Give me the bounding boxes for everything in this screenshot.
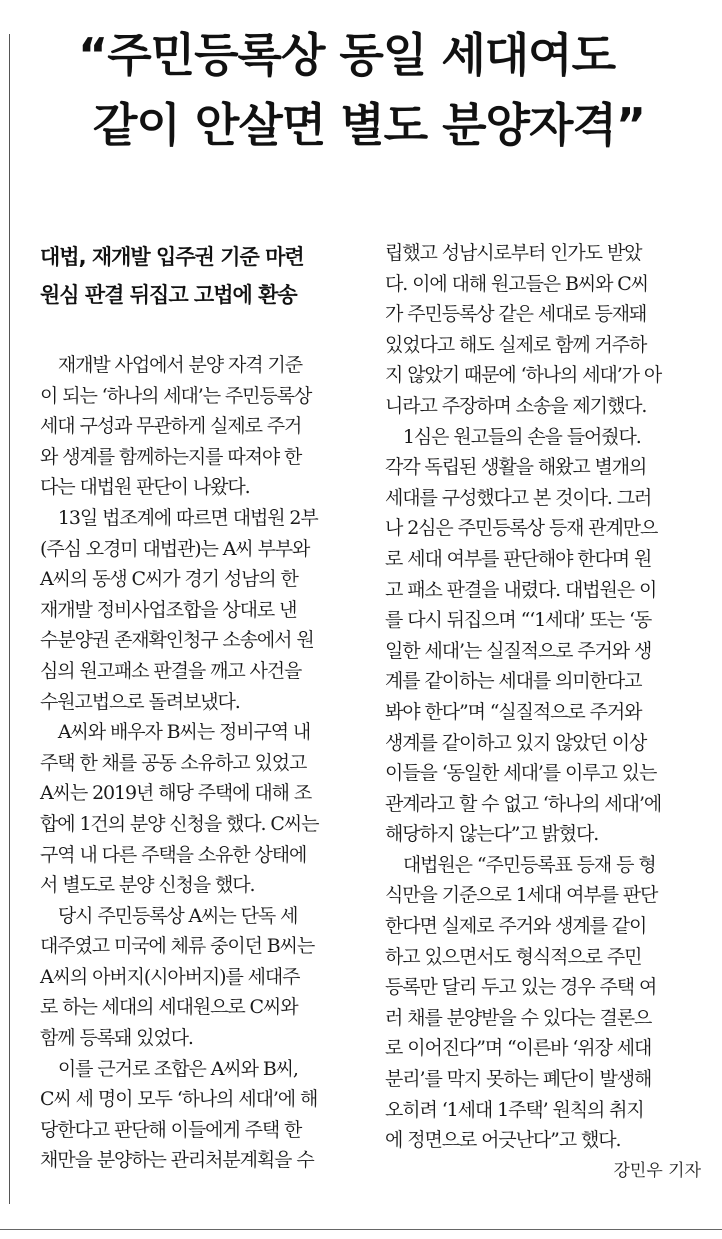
body-text-line: 해당하지 않는다”고 밝혔다.	[385, 823, 599, 846]
body-text-line: 러 채를 분양받을 수 있다는 결론으	[385, 1006, 652, 1029]
body-text-line: 계를 같이하는 세대를 의미한다고	[385, 670, 642, 693]
body-text-line: 대법원은 “주민등록표 등재 등 형	[385, 853, 656, 876]
body-text-line: A씨는 2019년 해당 주택에 대해 조	[40, 782, 312, 805]
left-body-text	[40, 350, 360, 1176]
body-text-line: 등록만 달리 두고 있는 경우 주택 여	[385, 976, 657, 999]
body-text-line: 분리’를 막지 못하는 폐단이 발생해	[385, 1068, 652, 1091]
body-text-line: 에 정면으로 어긋난다”고 했다.	[385, 1129, 621, 1152]
byline: 강민우 기자	[613, 1160, 701, 1181]
body-text-line: 다는 대법원 판단이 나왔다.	[40, 476, 250, 499]
headline-line-2: 같이 안살면 별도 분양자격”	[93, 98, 646, 152]
body-text-line: 로 세대 여부를 판단해야 한다며 원	[385, 547, 652, 570]
body-text-line: 각각 독립된 생활을 해왔고 별개의	[385, 456, 647, 479]
body-text-line: 생계를 같이하고 있지 않았던 이상	[385, 731, 647, 754]
article-left-column	[40, 238, 360, 1176]
body-text-line: 수원고법으로 돌려보냈다.	[40, 690, 240, 713]
body-text-line: 오히려 ‘1세대 1주택’ 원칙의 취지	[385, 1098, 644, 1121]
body-text-line: 봐야 한다”며 “실질적으로 주거와	[385, 700, 642, 723]
body-text-line: 재개발 사업에서 분양 자격 기준	[40, 354, 302, 376]
body-text-line: C씨 세 명이 모두 ‘하나의 세대’에 해	[40, 1088, 318, 1111]
body-text-line: 함께 등록돼 있었다.	[40, 1027, 193, 1050]
body-text-line: 13일 법조계에 따르면 대법원 2부	[40, 506, 318, 529]
body-text-line: 를 다시 뒤집으며 “‘1세대’ 또는 ‘동	[385, 609, 652, 632]
body-text-line: A씨와 배우자 B씨는 정비구역 내	[40, 721, 311, 744]
body-text-line: 가 주민등록상 같은 세대로 등재돼	[385, 303, 647, 326]
body-text-line: 세대 구성과 무관하게 실제로 주거	[40, 415, 302, 438]
body-text-line: 이들을 ‘동일한 세대’를 이루고 있는	[385, 762, 657, 785]
body-text-line: 주택 한 채를 공동 소유하고 있었고	[40, 751, 307, 774]
body-text-line: 이 되는 ‘하나의 세대’는 주민등록상	[40, 384, 312, 407]
body-text-line: 대주였고 미국에 체류 중이던 B씨는	[40, 935, 315, 958]
body-text-line: 세대를 구성했다고 본 것이다. 그러	[385, 486, 652, 509]
body-text-line: 립했고 성남시로부터 인가도 받았	[385, 242, 642, 264]
body-text-line: A씨의 동생 C씨가 경기 성남의 한	[40, 568, 298, 591]
body-text-line: 하고 있으면서도 형식적으로 주민	[385, 945, 642, 968]
headline-line-1: “주민등록상 동일 세대여도	[78, 28, 616, 82]
body-text-line: 한다면 실제로 주거와 생계를 같이	[385, 915, 647, 938]
body-text-line: 이를 근거로 조합은 A씨와 B씨,	[40, 1057, 298, 1080]
body-text-line: 관계라고 할 수 없고 ‘하나의 세대’에	[385, 792, 662, 815]
body-text-line: 있었다고 해도 실제로 함께 거주하	[385, 333, 647, 356]
bottom-rule	[0, 1229, 722, 1230]
headline	[20, 20, 720, 160]
body-text-line: 로 이어진다”며 “이른바 ‘위장 세대	[385, 1037, 652, 1060]
right-body-text	[385, 238, 707, 1156]
body-text-line: 재개발 정비사업조합을 상대로 낸	[40, 598, 297, 621]
body-text-line: 심의 원고패소 판결을 깨고 사건을	[40, 659, 302, 682]
body-text-line: 채만을 분양하는 관리처분계획을 수	[40, 1149, 314, 1172]
body-text-line: 일한 세대’는 실질적으로 주거와 생	[385, 639, 652, 662]
body-text-line: 다. 이에 대해 원고들은 B씨와 C씨	[385, 272, 648, 295]
body-text-line: 로 하는 세대의 세대원으로 C씨와	[40, 996, 298, 1019]
body-text-line: 지 않았기 때문에 ‘하나의 세대’가 아	[385, 364, 662, 387]
body-text-line: 구역 내 다른 주택을 소유한 상태에	[40, 843, 307, 866]
body-text-line: 니라고 주장하며 소송을 제기했다.	[385, 394, 647, 417]
body-text-line: (주심 오경미 대법관)는 A씨 부부와	[40, 537, 310, 560]
body-text-line: 당한다고 판단해 이들에게 주택 한	[40, 1118, 302, 1141]
body-text-line: 서 별도로 분양 신청을 했다.	[40, 874, 255, 897]
body-text-line: 합에 1건의 분양 신청을 했다. C씨는	[40, 812, 319, 835]
article-right-column	[385, 238, 707, 1186]
body-text-line: A씨의 아버지(시아버지)를 세대주	[40, 965, 300, 988]
body-text-line: 고 패소 판결을 내렸다. 대법원은 이	[385, 578, 657, 601]
body-text-line: 식만을 기준으로 1세대 여부를 판단	[385, 884, 658, 907]
subheadline-line-1: 대법, 재개발 입주권 기준 마련	[40, 245, 304, 269]
subheadline	[40, 238, 360, 314]
body-text-line: 당시 주민등록상 A씨는 단독 세	[40, 904, 298, 927]
body-text-line: 나 2심은 주민등록상 등재 관계만으	[385, 517, 658, 540]
body-text-line: 수분양권 존재확인청구 소송에서 원	[40, 629, 314, 652]
body-text-line: 와 생계를 함께하는지를 따져야 한	[40, 445, 302, 468]
body-text-line: 1심은 원고들의 손을 들어줬다.	[385, 425, 641, 448]
left-column-rule	[9, 34, 10, 1204]
subheadline-line-2: 원심 판결 뒤집고 고법에 환송	[40, 283, 297, 307]
